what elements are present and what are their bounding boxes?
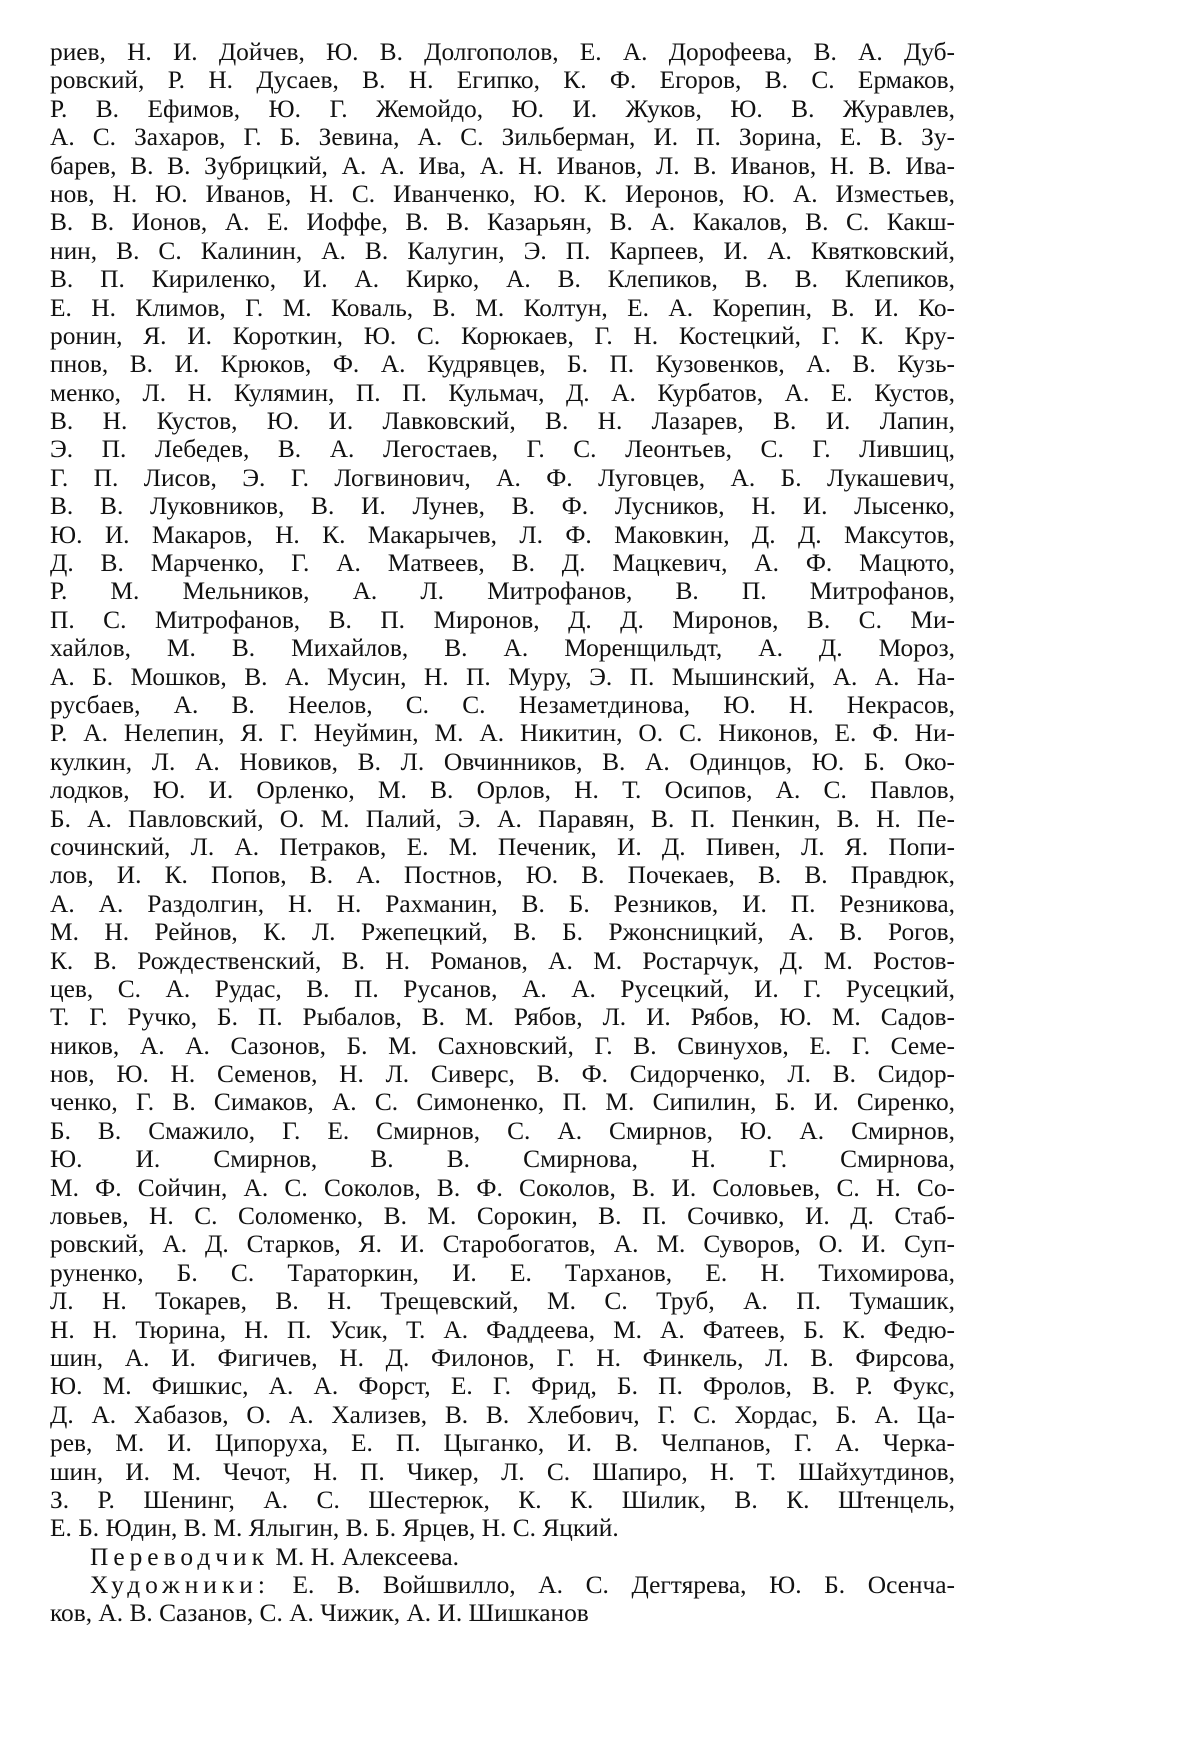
text-line: Э. П. Лебедев, В. А. Легостаев, Г. С. Леонтьев, С. Г. Лившиц,: [50, 435, 955, 464]
text-line: риев, Н. И. Дойчев, Ю. В. Долгополов, Е. А. Дорофеева, В. А. Дуб-: [50, 38, 955, 66]
translator-label: Переводчик: [90, 1542, 269, 1571]
text-line: М. Ф. Сойчин, А. С. Соколов, В. Ф. Соколов, В. И. Соловьев, С. Н. Со-: [50, 1173, 955, 1202]
text-line: Ю. М. Фишкис, А. А. Форст, Е. Г. Фрид, Б. П. Фролов, В. Р. Фукс,: [50, 1372, 955, 1401]
text-line: А. С. Захаров, Г. Б. Зевина, А. С. Зильберман, И. П. Зорина, Е. В. Зу-: [50, 123, 955, 152]
text-line: пнов, В. И. Крюков, Ф. А. Кудрявцев, Б. П. Кузовенков, А. В. Кузь-: [50, 350, 955, 379]
text-line: ловьев, Н. С. Соломенко, В. М. Сорокин, В. П. Сочивко, И. Д. Стаб-: [50, 1202, 955, 1231]
text-line: З. Р. Шенинг, А. С. Шестерюк, К. К. Шилик, В. К. Штенцель,: [50, 1485, 955, 1514]
translator-line: [50, 1543, 955, 1571]
artists-label: Художники:: [90, 1571, 270, 1600]
text-line: Н. Н. Тюрина, Н. П. Усик, Т. А. Фаддеева, М. А. Фатеев, Б. К. Федю-: [50, 1315, 955, 1344]
text-line: П. С. Митрофанов, В. П. Миронов, Д. Д. Миронов, В. С. Ми-: [50, 605, 955, 634]
text-line: В. Н. Кустов, Ю. И. Лавковский, В. Н. Лазарев, В. И. Лапин,: [50, 407, 955, 436]
text-line: шин, И. М. Чечот, Н. П. Чикер, Л. С. Шапиро, Н. Т. Шайхутдинов,: [50, 1457, 955, 1486]
text-line: Б. В. Смажило, Г. Е. Смирнов, С. А. Смирнов, Ю. А. Смирнов,: [50, 1116, 955, 1145]
text-line: Л. Н. Токарев, В. Н. Трещевский, М. С. Труб, А. П. Тумашик,: [50, 1287, 955, 1316]
text-line: ровский, Р. Н. Дусаев, В. Н. Египко, К. Ф. Егоров, В. С. Ермаков,: [50, 66, 955, 95]
text-line: В. В. Ионов, А. Е. Иоффе, В. В. Казарьян, В. А. Какалов, В. С. Какш-: [50, 208, 955, 237]
text-line: ронин, Я. И. Короткин, Ю. С. Корюкаев, Г. Н. Костецкий, Г. К. Кру-: [50, 321, 955, 350]
text-line: ников, А. А. Сазонов, Б. М. Сахновский, Г. В. Свинухов, Е. Г. Семе-: [50, 1031, 955, 1060]
text-line: К. В. Рождественский, В. Н. Романов, А. М. Ростарчук, Д. М. Ростов-: [50, 946, 955, 975]
text-line: лов, И. К. Попов, В. А. Постнов, Ю. В. Почекаев, В. В. Правдюк,: [50, 861, 955, 890]
text-line: Р. А. Нелепин, Я. Г. Неуймин, М. А. Никитин, О. С. Никонов, Е. Ф. Ни-: [50, 719, 955, 748]
artists-line-2: ков, А. В. Сазанов, С. А. Чижик, А. И. Шишканов: [50, 1599, 589, 1628]
text-line: Р. М. Мельников, А. Л. Митрофанов, В. П. Митрофанов,: [50, 577, 955, 606]
text-line: ровский, А. Д. Старков, Я. И. Старобогатов, А. М. Суворов, О. И. Суп-: [50, 1230, 955, 1259]
text-line: кулкин, Л. А. Новиков, В. Л. Овчинников, В. А. Одинцов, Ю. Б. Око-: [50, 747, 955, 776]
artists-line-1: [50, 1571, 955, 1599]
text-line: Г. П. Лисов, Э. Г. Логвинович, А. Ф. Луговцев, А. Б. Лукашевич,: [50, 463, 955, 492]
text-line: руненко, Б. С. Тараторкин, И. Е. Тарханов, Е. Н. Тихомирова,: [50, 1258, 955, 1287]
text-line: цев, С. А. Рудас, В. П. Русанов, А. А. Русецкий, И. Г. Русецкий,: [50, 974, 955, 1003]
text-line: Д. А. Хабазов, О. А. Хализев, В. В. Хлебович, Г. С. Хордас, Б. А. Ца-: [50, 1400, 955, 1429]
text-line: шин, А. И. Фигичев, Н. Д. Филонов, Г. Н. Финкель, Л. В. Фирсова,: [50, 1343, 955, 1372]
text-line: барев, В. В. Зубрицкий, А. А. Ива, А. Н. Иванов, Л. В. Иванов, Н. В. Ива-: [50, 151, 955, 180]
text-line: А. Б. Мошков, В. А. Мусин, Н. П. Муру, Э. П. Мышинский, А. А. На-: [50, 662, 955, 691]
text-line: Р. В. Ефимов, Ю. Г. Жемойдо, Ю. И. Жуков, Ю. В. Журавлев,: [50, 94, 955, 123]
text-line: менко, Л. Н. Кулямин, П. П. Кульмач, Д. А. Курбатов, А. Е. Кустов,: [50, 378, 955, 407]
text-line: лодков, Ю. И. Орленко, М. В. Орлов, Н. Т. Осипов, А. С. Павлов,: [50, 776, 955, 805]
text-line: Б. А. Павловский, О. М. Палий, Э. А. Паравян, В. П. Пенкин, В. Н. Пе-: [50, 804, 955, 833]
text-line: рев, М. И. Ципоруха, Е. П. Цыганко, И. В. Челпанов, Г. А. Черка-: [50, 1429, 955, 1458]
names-list: [50, 38, 955, 1543]
text-line: В. П. Кириленко, И. А. Кирко, А. В. Клепиков, В. В. Клепиков,: [50, 265, 955, 294]
text-line: ченко, Г. В. Симаков, А. С. Симоненко, П. М. Сипилин, Б. И. Сиренко,: [50, 1088, 955, 1117]
text-line: В. В. Луковников, В. И. Лунев, В. Ф. Лусников, Н. И. Лысенко,: [50, 492, 955, 521]
text-line: Е. Н. Климов, Г. М. Коваль, В. М. Колтун, Е. А. Корепин, В. И. Ко-: [50, 293, 955, 322]
text-line: Ю. И. Смирнов, В. В. Смирнова, Н. Г. Смирнова,: [50, 1145, 955, 1174]
text-line: Т. Г. Ручко, Б. П. Рыбалов, В. М. Рябов, Л. И. Рябов, Ю. М. Садов-: [50, 1003, 955, 1032]
text-line: нов, Ю. Н. Семенов, Н. Л. Сиверс, В. Ф. Сидорченко, Л. В. Сидор-: [50, 1060, 955, 1089]
text-line: нин, В. С. Калинин, А. В. Калугин, Э. П. Карпеев, И. А. Квятковский,: [50, 236, 955, 265]
text-line: А. А. Раздолгин, Н. Н. Рахманин, В. Б. Резников, И. П. Резникова,: [50, 889, 955, 918]
text-line: нов, Н. Ю. Иванов, Н. С. Иванченко, Ю. К. Иеронов, Ю. А. Изместьев,: [50, 179, 955, 208]
translator-name: М. Н. Алексеева.: [275, 1542, 460, 1571]
text-line: русбаев, А. В. Неелов, С. С. Незаметдинова, Ю. Н. Некрасов,: [50, 690, 955, 719]
text-line: Е. Б. Юдин, В. М. Ялыгин, В. Б. Ярцев, Н. С. Яцкий.: [50, 1514, 619, 1543]
text-line: сочинский, Л. А. Петраков, Е. М. Печеник, И. Д. Пивен, Л. Я. Попи-: [50, 832, 955, 861]
artists-names-1: Е. В. Войшвилло, А. С. Дегтярева, Ю. Б. Осенча-: [292, 1571, 955, 1600]
text-line: М. Н. Рейнов, К. Л. Ржепецкий, В. Б. Ржонсницкий, А. В. Рогов,: [50, 918, 955, 947]
text-line: Ю. И. Макаров, Н. К. Макарычев, Л. Ф. Маковкин, Д. Д. Максутов,: [50, 520, 955, 549]
text-line: хайлов, М. В. Михайлов, В. А. Моренщильдт, А. Д. Мороз,: [50, 634, 955, 663]
text-line: Д. В. Марченко, Г. А. Матвеев, В. Д. Мацкевич, А. Ф. Мацюто,: [50, 549, 955, 578]
contributors-text: [50, 38, 955, 1628]
